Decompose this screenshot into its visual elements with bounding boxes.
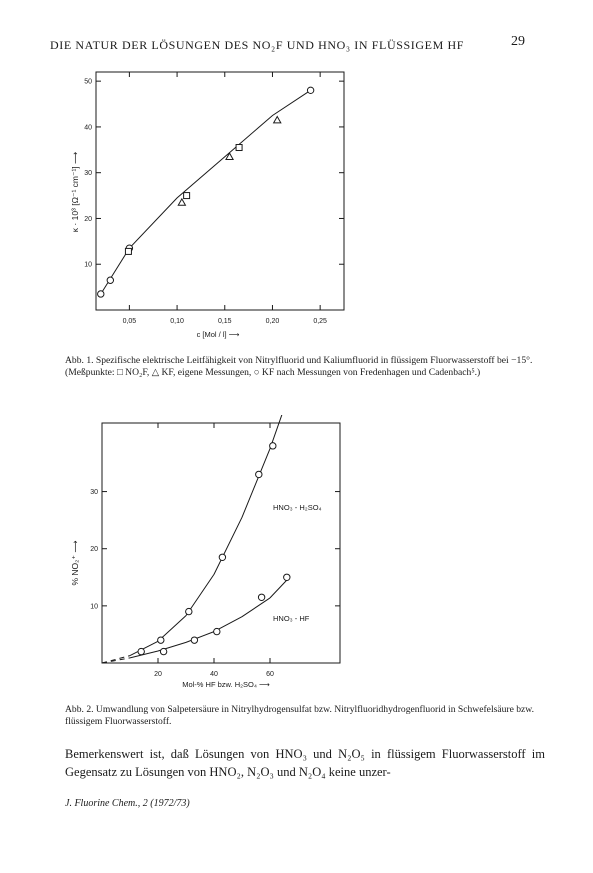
body-paragraph: Bemerkenswert ist, daß Lösungen von HNO₃ und N₂O₅ in flüssigem Fluorwasserstoff im Gegensatz zu Lösungen von HNO₂, N₂O₃ und N₂O₄ keine unzer- [65,747,545,779]
fig1-y-axis-label: κ · 10³ [Ω⁻¹ cm⁻¹] ⟶ [70,151,80,233]
data-point-series-1 [258,594,264,600]
data-point-series-1 [191,637,197,643]
data-point-series-0 [256,471,262,477]
fig1-frame [96,72,344,310]
data-point-circle [107,277,113,283]
data-point-series-1 [284,574,290,580]
fig2-y-axis-label: % NO₂⁺ ⟶ [70,540,80,586]
x-tick-label: 0,15 [217,318,232,325]
data-point-series-1 [160,648,166,654]
data-point-series-0 [186,608,192,614]
journal-footer: J. Fluorine Chem., 2 (1972/73) [65,798,190,809]
data-point-triangle [226,153,233,159]
figure-2-plot [66,415,366,700]
figure-2-caption: Abb. 2. Umwandlung von Salpetersäure in Nitrylhydrogensulfat bzw. Nitrylfluoridhydrogenfluorid in Schwefelsäure bzw. flüssigem Fluorwasserstoff. [65,704,535,727]
y-tick-label: 50 [84,78,92,86]
fig2-frame [102,423,340,663]
data-point-square [236,145,242,151]
curve-dashed-1 [102,658,130,663]
data-point-triangle [274,116,281,122]
x-tick-label: 0,05 [122,318,137,325]
data-point-series-0 [138,648,144,654]
data-point-circle [98,291,104,297]
running-head: DIE NATUR DER LÖSUNGEN DES NO₂F UND HNO₃ IN FLÜSSIGEM HF [50,38,464,52]
x-tick-label: 40 [210,671,218,678]
page-number: 29 [511,34,525,49]
x-tick-label: 0,25 [313,318,327,325]
series-label-hno3-h2so4: HNO₃ - H₂SO₄ [273,503,322,512]
y-tick-label: 20 [84,215,92,223]
data-point-series-0 [219,554,225,560]
data-point-series-0 [158,637,164,643]
figure-1-caption: Abb. 1. Spezifische elektrische Leitfähigkeit von Nitrylfluorid und Kaliumfluorid in flüssigem Fluorwasserstoff bei −15°. (Meßpunkte: □ NO₂F, △ KF, eigene Messungen, ○ KF nach Messungen von Fredenhagen und Cadenbach⁵.) [65,355,533,378]
y-tick-label: 20 [90,546,98,554]
figure-1-plot [66,64,366,354]
data-point-circle [307,87,313,93]
curve-1 [130,580,287,658]
y-tick-label: 30 [90,489,98,497]
data-point-series-0 [270,443,276,449]
y-tick-label: 10 [90,603,98,611]
fig1-x-axis-label: c [Mol / l] ⟶ [196,330,240,339]
x-tick-label: 20 [154,671,162,678]
data-point-square [184,193,190,199]
x-tick-label: 60 [266,671,274,678]
x-tick-label: 0,10 [170,318,184,325]
data-point-series-1 [214,628,220,634]
y-tick-label: 30 [84,170,92,178]
data-point-square [125,248,131,254]
fig2-x-axis-label: Mol-% HF bzw. H₂SO₄ ⟶ [182,680,270,689]
series-label-hno3-hf: HNO₃ - HF [273,614,310,623]
x-tick-label: 0,20 [265,318,280,325]
data-point-triangle [178,199,185,205]
y-tick-label: 10 [84,261,92,269]
y-tick-label: 40 [84,124,92,132]
curve-0 [130,415,284,656]
